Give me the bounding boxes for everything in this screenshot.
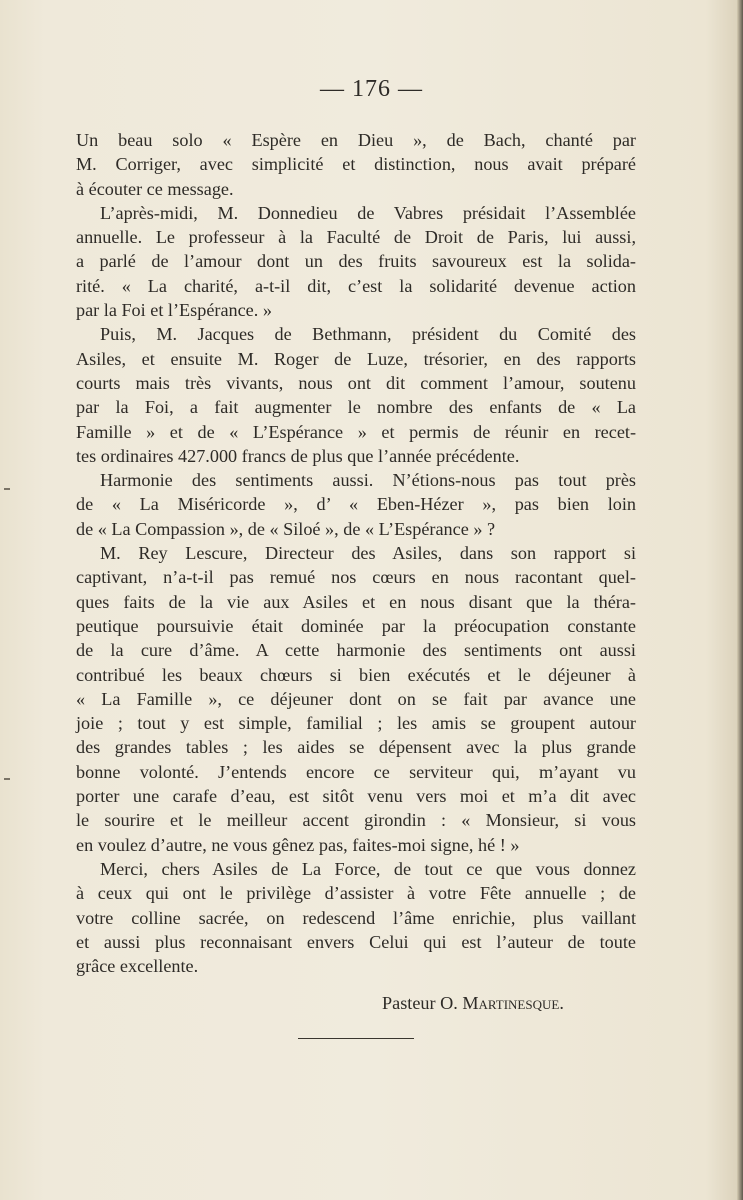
text-line: contribué les beaux chœurs si bien exécutés et le déjeuner à (76, 664, 636, 685)
closing-rule (298, 1038, 414, 1039)
signature-name: Martinesque. (462, 993, 564, 1013)
margin-mark (4, 778, 10, 780)
text-line: Famille » et de « L’Espérance » et permis de réunir en recet- (76, 421, 636, 442)
text-line: de « La Compassion », de « Siloé », de « L’Espérance » ? (76, 518, 496, 539)
text-line: tes ordinaires 427.000 francs de plus que l’année précédente. (76, 445, 520, 466)
text-line: votre colline sacrée, on redescend l’âme enrichie, plus vaillant (76, 907, 636, 928)
text-line: joie ; tout y est simple, familial ; les amis se groupent autour (76, 713, 636, 734)
text-line: Merci, chers Asiles de La Force, de tout ce que vous donnez (100, 858, 636, 879)
text-line: par la Foi, a fait augmenter le nombre des enfants de « La (76, 397, 636, 418)
text-line: ques faits de la vie aux Asiles et en nous disant que la théra- (76, 591, 636, 612)
text-line: grâce excellente. (76, 956, 199, 977)
text-line: de la cure d’âme. A cette harmonie des sentiments ont aussi (76, 640, 636, 661)
text-line: Puis, M. Jacques de Bethmann, président du Comité des (100, 324, 636, 345)
margin-mark (4, 488, 10, 490)
text-line: Asiles, et ensuite M. Roger de Luze, trésorier, en des rapports (76, 348, 636, 369)
text-line: peutique poursuivie était dominée par la préocupation constante (76, 615, 636, 636)
body-text (76, 128, 636, 978)
signature (382, 993, 564, 1014)
text-line: à écouter ce message. (76, 178, 234, 199)
text-line: bonne volonté. J’entends encore ce serviteur qui, m’ayant vu (76, 761, 636, 782)
text-line: courts mais très vivants, nous ont dit comment l’amour, soutenu (76, 372, 636, 393)
text-line: de « La Miséricorde », d’ « Eben-Hézer », pas bien loin (76, 494, 636, 515)
page-number: — 176 — (320, 76, 423, 102)
text-line: et aussi plus reconnaisant envers Celui qui est l’auteur de toute (76, 931, 636, 952)
text-line: M. Rey Lescure, Directeur des Asiles, dans son rapport si (100, 543, 636, 564)
text-line: annuelle. Le professeur à la Faculté de Droit de Paris, lui aussi, (76, 227, 636, 248)
text-line: en voulez d’autre, ne vous gênez pas, faites-moi signe, hé ! » (76, 834, 520, 855)
text-line: des grandes tables ; les aides se dépensent avec la plus grande (76, 737, 636, 758)
text-line: L’après-midi, M. Donnedieu de Vabres présidait l’Assemblée (100, 202, 636, 223)
text-line: à ceux qui ont le privilège d’assister à votre Fête annuelle ; de (76, 883, 636, 904)
text-line: Un beau solo « Espère en Dieu », de Bach, chanté par (76, 130, 636, 150)
text-line: a parlé de l’amour dont un des fruits savoureux est la solida- (76, 251, 636, 272)
text-line: captivant, n’a-t-il pas remué nos cœurs en nous racontant quel- (76, 567, 636, 588)
text-line: M. Corriger, avec simplicité et distinction, nous avait préparé (76, 154, 636, 175)
page-edge (737, 0, 743, 1200)
signature-prefix: Pasteur O. (382, 993, 458, 1013)
text-line: Harmonie des sentiments aussi. N’étions-nous pas tout près (100, 470, 636, 491)
text-line: « La Famille », ce déjeuner dont on se fait par avance une (76, 688, 636, 709)
text-line: par la Foi et l’Espérance. » (76, 300, 272, 321)
text-line: rité. « La charité, a-t-il dit, c’est la solidarité devenue action (76, 275, 636, 296)
text-line: porter une carafe d’eau, est sitôt venu vers moi et m’a dit avec (76, 786, 636, 807)
text-line: le sourire et le meilleur accent girondin : « Monsieur, si vous (76, 810, 636, 831)
